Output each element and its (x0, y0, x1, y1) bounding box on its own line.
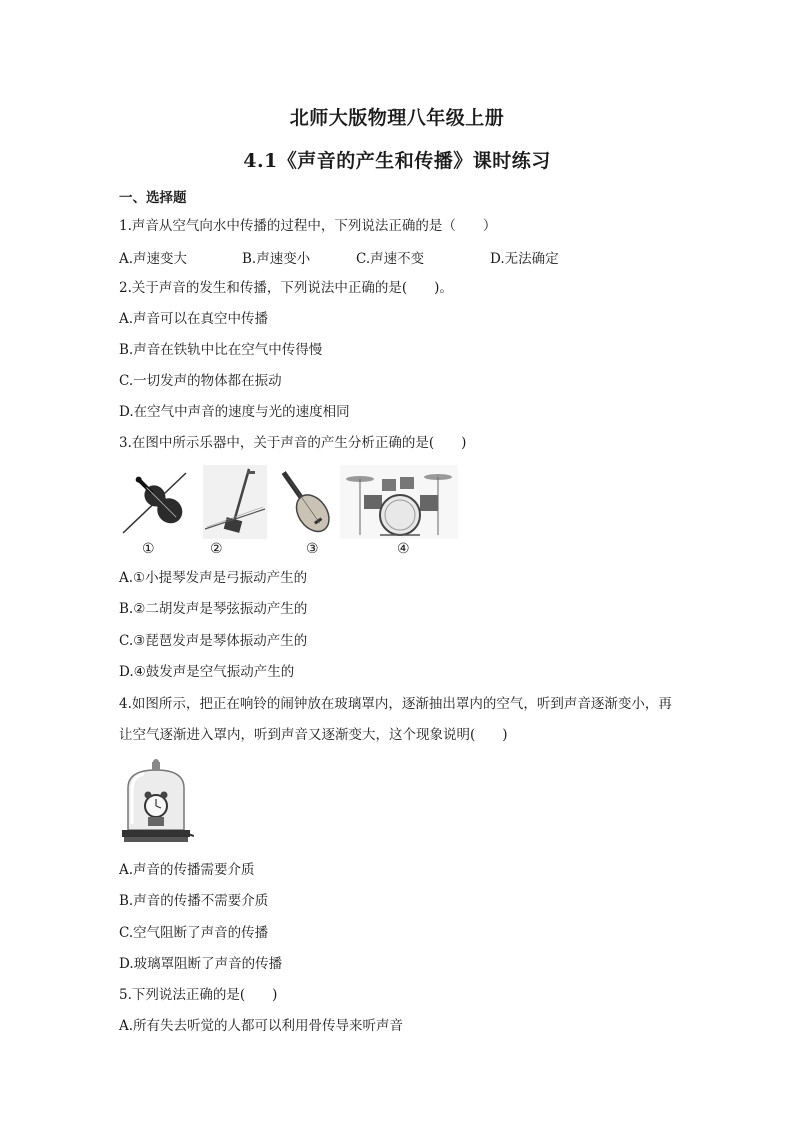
drum-kit-image (340, 465, 458, 539)
q3-option-b: B.②二胡发声是琴弦振动产生的 (119, 601, 308, 617)
q4-option-a: A.声音的传播需要介质 (119, 862, 255, 878)
q3-stem: 3.在图中所示乐器中，关于声音的产生分析正确的是( ) (119, 435, 467, 451)
q1-option-c: C.声速不变 (356, 251, 425, 267)
q1-option-d: D.无法确定 (490, 251, 559, 267)
section-heading: 一、选择题 (119, 190, 187, 206)
document-title: 北师大版物理八年级上册 (289, 107, 505, 129)
q1-option-b: B.声速变小 (242, 251, 311, 267)
q3-option-c: C.③琵琶发声是琴体振动产生的 (119, 633, 308, 649)
q5-option-a: A.所有失去听觉的人都可以利用骨传导来听声音 (119, 1018, 404, 1034)
q4-option-c: C.空气阻断了声音的传播 (119, 925, 269, 941)
q1-stem: 1.声音从空气向水中传播的过程中，下列说法正确的是（ ） (119, 218, 497, 234)
violin-image (120, 467, 195, 537)
q2-option-d: D.在空气中声音的速度与光的速度相同 (119, 404, 350, 420)
bell-jar-image (118, 758, 194, 846)
q4-stem-line1: 4.如图所示，把正在响铃的闹钟放在玻璃罩内，逐渐抽出罩内的空气，听到声音逐渐变小，再 (119, 696, 672, 712)
q4-option-d: D.玻璃罩阻断了声音的传播 (119, 956, 283, 972)
figure-label-4: ④ (397, 541, 410, 557)
q2-option-a: A.声音可以在真空中传播 (119, 311, 269, 327)
q2-stem: 2.关于声音的发生和传播，下列说法中正确的是( )。 (119, 280, 453, 296)
figure-label-3: ③ (306, 541, 319, 557)
q4-option-b: B.声音的传播不需要介质 (119, 893, 269, 909)
q5-stem: 5.下列说法正确的是( ) (119, 987, 278, 1003)
q2-option-c: C.一切发声的物体都在振动 (119, 373, 282, 389)
q4-stem-line2: 让空气逐渐进入罩内，听到声音又逐渐变大，这个现象说明( ) (119, 727, 508, 743)
document-subtitle: 4.1《声音的产生和传播》课时练习 (243, 150, 551, 172)
erhu-image (203, 465, 267, 539)
pipa-image (277, 465, 337, 539)
figure-label-1: ① (142, 541, 155, 557)
figure-label-2: ② (210, 541, 223, 557)
q1-option-a: A.声速变大 (119, 251, 188, 267)
q3-option-d: D.④鼓发声是空气振动产生的 (119, 664, 295, 680)
q2-option-b: B.声音在铁轨中比在空气中传得慢 (119, 342, 323, 358)
q3-option-a: A.①小提琴发声是弓振动产生的 (119, 570, 308, 586)
